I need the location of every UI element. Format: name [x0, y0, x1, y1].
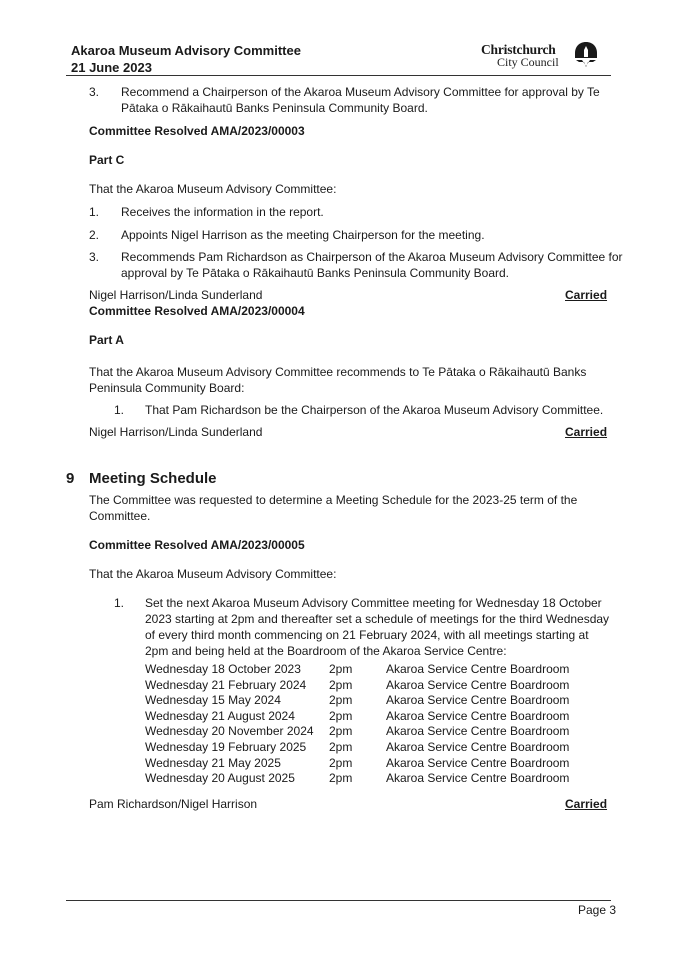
schedule-venue: Akaroa Service Centre Boardroom	[386, 724, 570, 739]
table-row	[145, 693, 569, 709]
movers: Nigel Harrison/Linda Sunderland	[89, 425, 263, 439]
item-text: 2pm and being held at the Boardroom of the Akaroa Service Centre:	[145, 644, 507, 658]
table-row	[145, 724, 569, 740]
item-text: Recommend a Chairperson of the Akaroa Museum Advisory Committee for approval by Te	[121, 85, 600, 99]
schedule-venue: Akaroa Service Centre Boardroom	[386, 662, 570, 676]
resolution-heading: Committee Resolved AMA/2023/00005	[89, 538, 305, 552]
item-number: 1.	[114, 403, 125, 417]
schedule-date: Wednesday 21 August 2024	[145, 708, 295, 723]
schedule-time: 2pm	[329, 755, 353, 770]
schedule-date: Wednesday 20 August 2025	[145, 771, 295, 786]
schedule-date: Wednesday 21 February 2024	[145, 677, 307, 692]
table-row	[145, 756, 569, 772]
schedule-time: 2pm	[329, 662, 353, 676]
result-carried: Carried	[565, 288, 608, 302]
schedule-venue: Akaroa Service Centre Boardroom	[386, 708, 570, 723]
meeting-schedule-table	[145, 662, 569, 787]
item-text: Recommends Pam Richardson as Chairperson of the Akaroa Museum Advisory Committee for	[121, 250, 623, 264]
section-number: 9	[66, 470, 75, 487]
schedule-date: Wednesday 20 November 2024	[145, 724, 314, 739]
item-text: 2023 starting at 2pm and thereafter set a schedule of meetings for the third Wednesday	[145, 612, 610, 626]
movers: Pam Richardson/Nigel Harrison	[89, 797, 258, 811]
item-text: Receives the information in the report.	[121, 205, 324, 219]
resolution-heading: Committee Resolved AMA/2023/00003	[89, 124, 305, 138]
resolution-intro: That the Akaroa Museum Advisory Committee:	[89, 567, 337, 581]
schedule-venue: Akaroa Service Centre Boardroom	[386, 755, 570, 770]
item-text: Pātaka o Rākaihautū Banks Peninsula Community Board.	[121, 101, 428, 115]
item-number: 1.	[114, 596, 125, 610]
item-number: 3.	[89, 250, 100, 264]
logo-text-line1: Christchurch	[481, 42, 556, 57]
schedule-time: 2pm	[329, 708, 353, 723]
schedule-time: 2pm	[329, 739, 353, 754]
schedule-time: 2pm	[329, 724, 353, 739]
meeting-date: 21 June 2023	[71, 60, 152, 75]
schedule-time: 2pm	[329, 677, 353, 692]
section-description: The Committee was requested to determine a Meeting Schedule for the 2023-25 term of the	[89, 493, 578, 507]
table-row	[145, 662, 569, 678]
page-number: Page 3	[578, 903, 617, 917]
schedule-date: Wednesday 15 May 2024	[145, 693, 281, 708]
table-row	[145, 678, 569, 694]
item-text: of every third month commencing on 21 February 2024, with all meetings starting at	[145, 628, 589, 642]
committee-name: Akaroa Museum Advisory Committee	[71, 43, 301, 58]
table-row	[145, 740, 569, 756]
schedule-time: 2pm	[329, 771, 353, 786]
section-title: Meeting Schedule	[89, 470, 217, 487]
table-row	[145, 709, 569, 725]
result-carried: Carried	[565, 797, 608, 811]
schedule-venue: Akaroa Service Centre Boardroom	[386, 693, 570, 708]
schedule-date: Wednesday 19 February 2025	[145, 739, 307, 754]
header-divider	[66, 75, 611, 76]
item-text: That Pam Richardson be the Chairperson of the Akaroa Museum Advisory Committee.	[145, 403, 604, 417]
part-label: Part A	[89, 333, 124, 347]
resolution-heading: Committee Resolved AMA/2023/00004	[89, 304, 305, 318]
schedule-venue: Akaroa Service Centre Boardroom	[386, 771, 570, 786]
resolution-intro: Peninsula Community Board:	[89, 381, 245, 395]
item-number: 2.	[89, 228, 100, 242]
schedule-date: Wednesday 21 May 2025	[145, 755, 281, 770]
item-text: approval by Te Pātaka o Rākaihautū Banks Peninsula Community Board.	[121, 266, 510, 280]
item-text: Set the next Akaroa Museum Advisory Committee meeting for Wednesday 18 October	[145, 596, 602, 610]
item-text: Appoints Nigel Harrison as the meeting Chairperson for the meeting.	[121, 228, 485, 242]
cathedral-emblem-icon	[573, 41, 599, 68]
council-logo	[481, 42, 601, 70]
part-label: Part C	[89, 153, 125, 167]
section-description: Committee.	[89, 509, 151, 523]
schedule-time: 2pm	[329, 693, 353, 708]
schedule-venue: Akaroa Service Centre Boardroom	[386, 677, 570, 692]
movers: Nigel Harrison/Linda Sunderland	[89, 288, 263, 302]
table-row	[145, 771, 569, 787]
logo-text-line2: City Council	[497, 55, 559, 69]
footer-divider	[66, 900, 611, 901]
resolution-intro: That the Akaroa Museum Advisory Committee recommends to Te Pātaka o Rākaihautū Banks	[89, 365, 587, 379]
schedule-venue: Akaroa Service Centre Boardroom	[386, 739, 570, 754]
result-carried: Carried	[565, 425, 608, 439]
item-number: 1.	[89, 205, 100, 219]
schedule-date: Wednesday 18 October 2023	[145, 662, 301, 676]
resolution-intro: That the Akaroa Museum Advisory Committee:	[89, 182, 337, 196]
item-number: 3.	[89, 85, 100, 99]
